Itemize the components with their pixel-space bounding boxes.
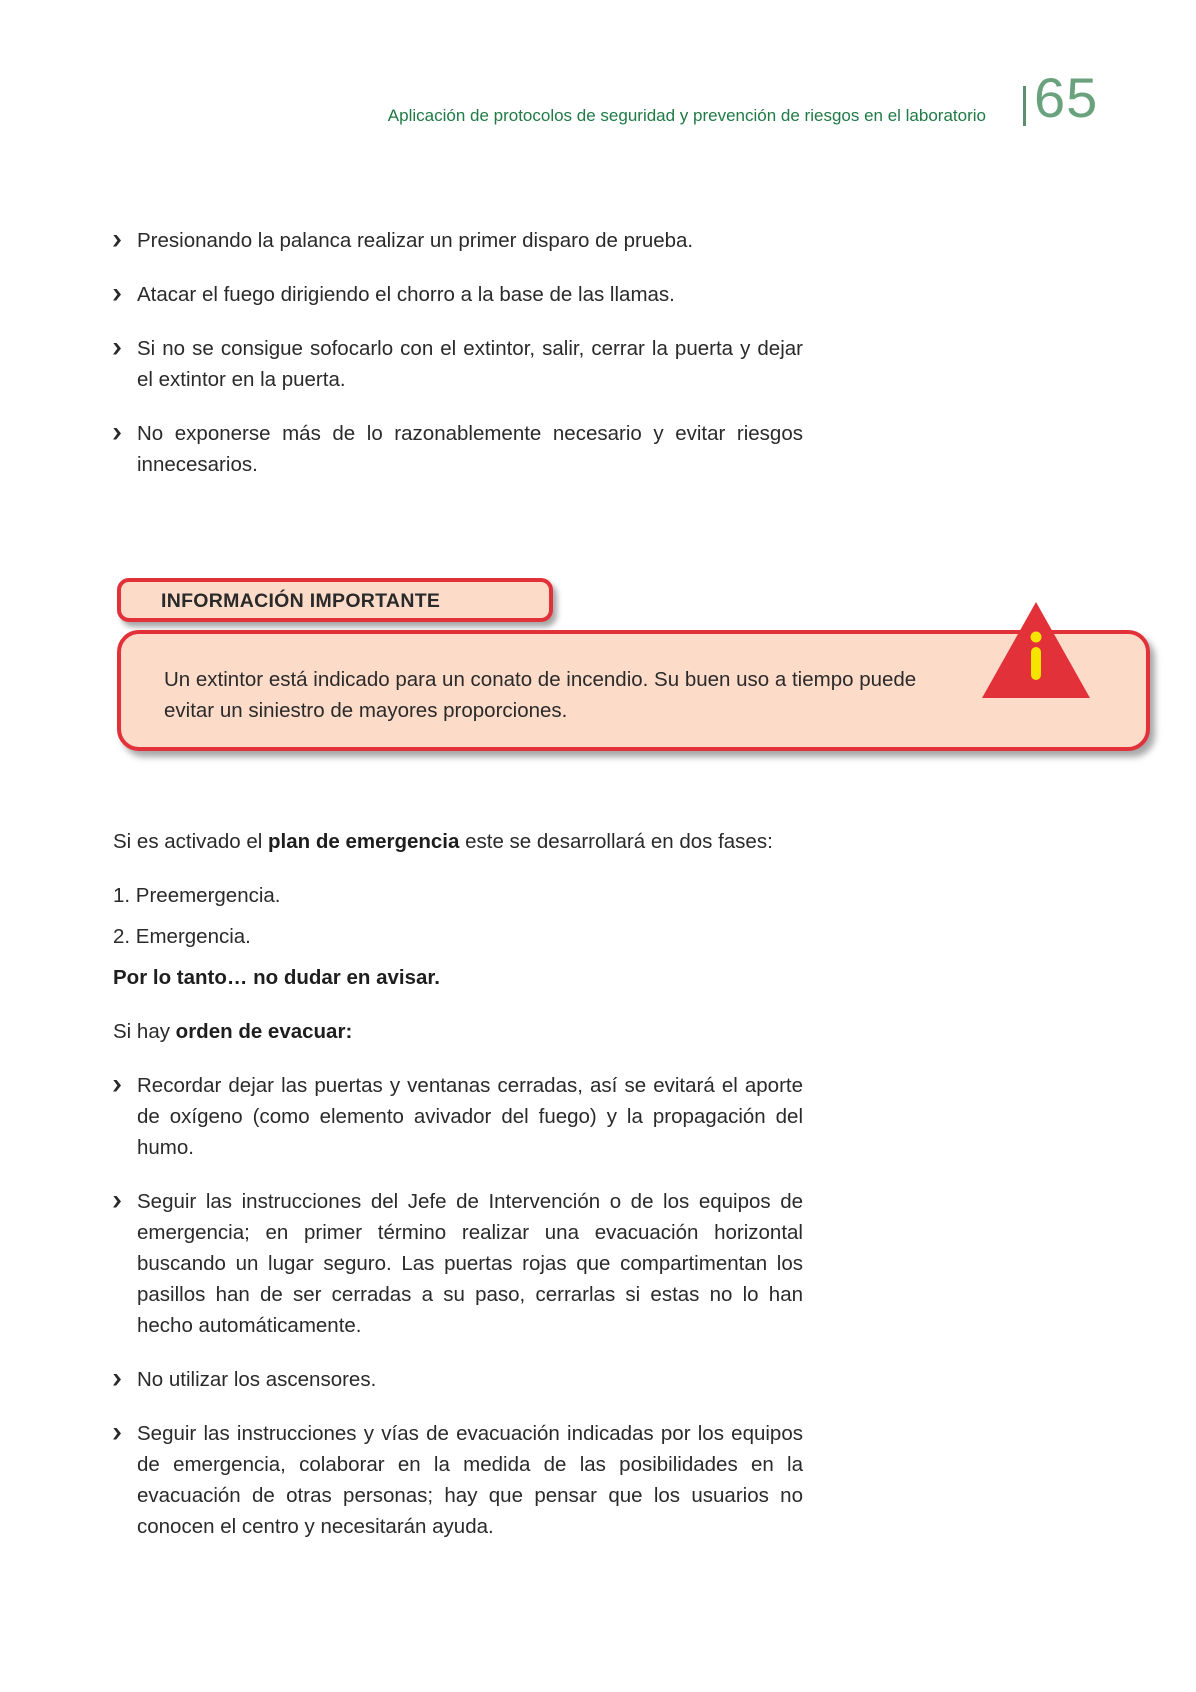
plan-conclusion: Por lo tanto… no dudar en avisar. <box>113 966 440 989</box>
plan-intro: Si es activado el plan de emergencia este se desarrollará en dos fases: <box>113 830 773 853</box>
list-item: No exponerse más de lo razonablemente necesario y evitar riesgos innecesarios. <box>113 418 803 480</box>
bullet-arrow-icon <box>113 225 125 256</box>
bullet-arrow-icon <box>113 1364 125 1395</box>
page-number: 65 <box>1034 66 1099 129</box>
list-item: Si no se consigue sofocarlo con el extintor, salir, cerrar la puerta y dejar el extintor en la puerta. <box>113 333 803 395</box>
plan-section <box>113 826 803 1542</box>
list-item: Seguir las instrucciones del Jefe de Intervención o de los equipos de emergencia; en primer término realizar una evacuación horizontal buscando un lugar seguro. Las puertas rojas que compartimentan los pasillos han de ser cerradas a su paso, cerrarlas si estas no lo han hecho automáticamente. <box>113 1186 803 1341</box>
bullet-arrow-icon <box>113 418 125 449</box>
list-item: Presionando la palanca realizar un primer disparo de prueba. <box>113 225 803 256</box>
bullet-list-top <box>113 225 803 480</box>
bullet-arrow-icon <box>113 1070 125 1101</box>
list-item: Atacar el fuego dirigiendo el chorro a la base de las llamas. <box>113 279 803 310</box>
bullet-arrow-icon <box>113 279 125 310</box>
info-box-title-tab <box>117 578 553 622</box>
phase-item: 1. Preemergencia. <box>113 884 281 907</box>
info-box-title: INFORMACIÓN IMPORTANTE <box>161 590 441 612</box>
header-title: Aplicación de protocolos de seguridad y prevención de riesgos en el laboratorio <box>387 106 986 125</box>
bullet-arrow-icon <box>113 1418 125 1449</box>
list-item: No utilizar los ascensores. <box>113 1364 803 1395</box>
page-header <box>0 66 1196 132</box>
bullet-arrow-icon <box>113 333 125 364</box>
evacuation-intro: Si hay orden de evacuar: <box>113 1020 353 1043</box>
header-separator <box>1023 86 1026 126</box>
bullet-arrow-icon <box>113 1186 125 1217</box>
list-item: Recordar dejar las puertas y ventanas cerradas, así se evitará el aporte de oxígeno (como elemento avivador del fuego) y la propagación del humo. <box>113 1070 803 1163</box>
info-box-text: Un extintor está indicado para un conato de incendio. Su buen uso a tiempo puede evitar un siniestro de mayores proporciones. <box>164 668 917 722</box>
phase-item: 2. Emergencia. <box>113 925 251 948</box>
list-item: Seguir las instrucciones y vías de evacuación indicadas por los equipos de emergencia, colaborar en la medida de las posibilidades en la evacuación de otras personas; hay que pensar que los usuarios no conocen el centro y necesitarán ayuda. <box>113 1418 803 1542</box>
warning-info-icon <box>980 600 1092 700</box>
